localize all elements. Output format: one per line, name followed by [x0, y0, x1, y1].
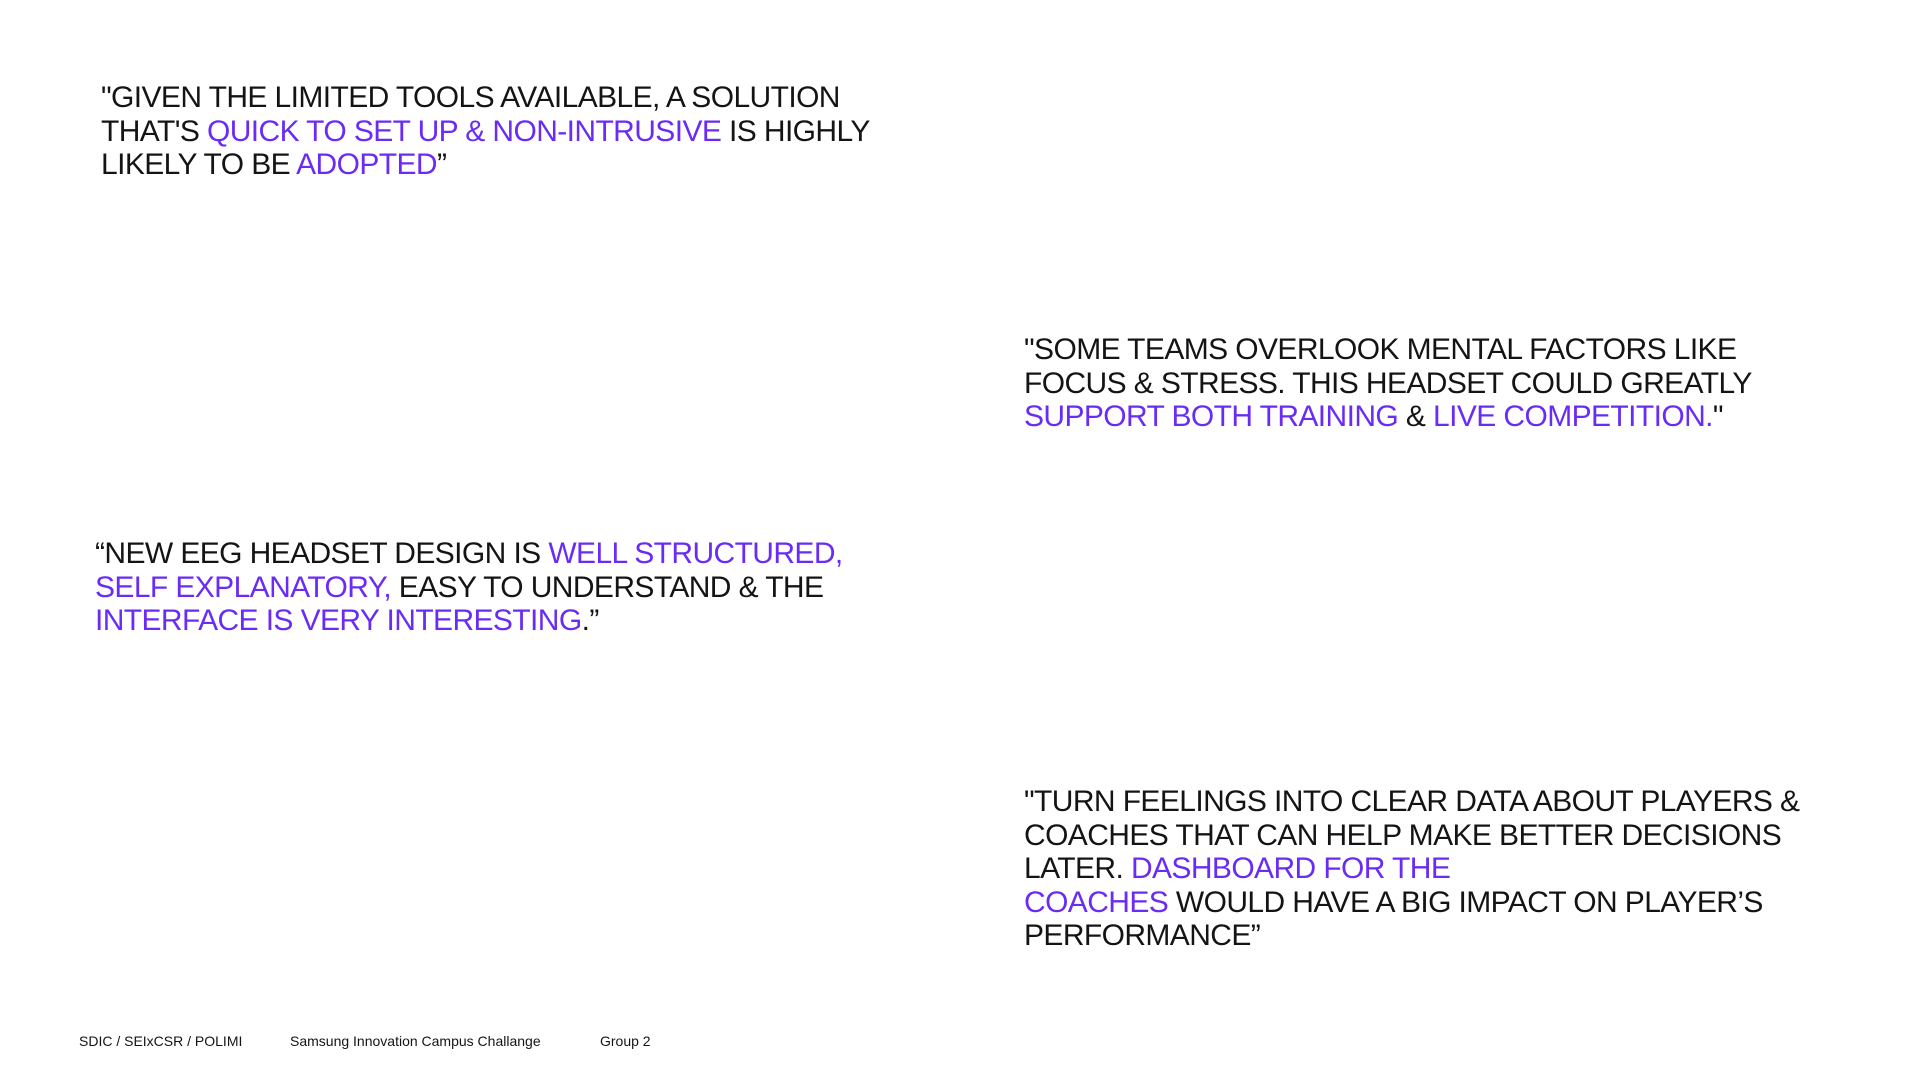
quote-text: .”: [581, 604, 599, 637]
quote-text: "GIVEN THE LIMITED TOOLS AVAILABLE, A SOLUTION THAT'S: [101, 81, 840, 148]
footer-group: Group 2: [600, 1033, 651, 1049]
quote-highlight: SUPPORT BOTH TRAINING: [1024, 400, 1399, 433]
quote-quick-setup: [101, 81, 891, 182]
quote-text: "SOME TEAMS OVERLOOK MENTAL FACTORS LIKE FOCUS & STRESS. THIS HEADSET COULD GREATLY: [1024, 333, 1752, 400]
quote-highlight: WELL STRUCTURED, SELF EXPLANATORY,: [95, 537, 843, 604]
quote-mental-factors: [1024, 333, 1814, 434]
quote-headset-design: [95, 537, 885, 638]
footer-event: Samsung Innovation Campus Challange: [290, 1033, 541, 1049]
quote-text: “NEW EEG HEADSET DESIGN IS: [95, 537, 549, 570]
quote-text: EASY TO UNDERSTAND & THE: [391, 570, 824, 604]
quote-text: "TURN FEELINGS INTO CLEAR DATA ABOUT PLAYERS & COACHES THAT CAN HELP MAKE BETTER DECISIONS LATER.: [1024, 785, 1800, 885]
quote-text: ”: [436, 148, 447, 181]
quote-text: IS HIGHLY LIKELY TO BE: [101, 114, 870, 181]
quote-text: &: [1398, 400, 1434, 433]
quote-highlight: LIVE COMPETITION.: [1433, 400, 1713, 433]
quote-text: ": [1712, 400, 1723, 433]
quote-highlight: QUICK TO SET UP & NON-INTRUSIVE: [206, 114, 722, 148]
quote-text: WOULD HAVE A BIG IMPACT ON PLAYER’S PERFORMANCE”: [1024, 885, 1763, 952]
quote-highlight: COACHES: [1024, 885, 1169, 919]
footer-org: SDIC / SEIxCSR / POLIMI: [79, 1033, 243, 1049]
quote-coach-dashboard: [1024, 785, 1844, 953]
quote-highlight: ADOPTED: [296, 148, 437, 181]
quote-highlight: DASHBOARD FOR THE: [1130, 852, 1451, 885]
quote-highlight: INTERFACE IS VERY INTERESTING: [95, 604, 582, 637]
